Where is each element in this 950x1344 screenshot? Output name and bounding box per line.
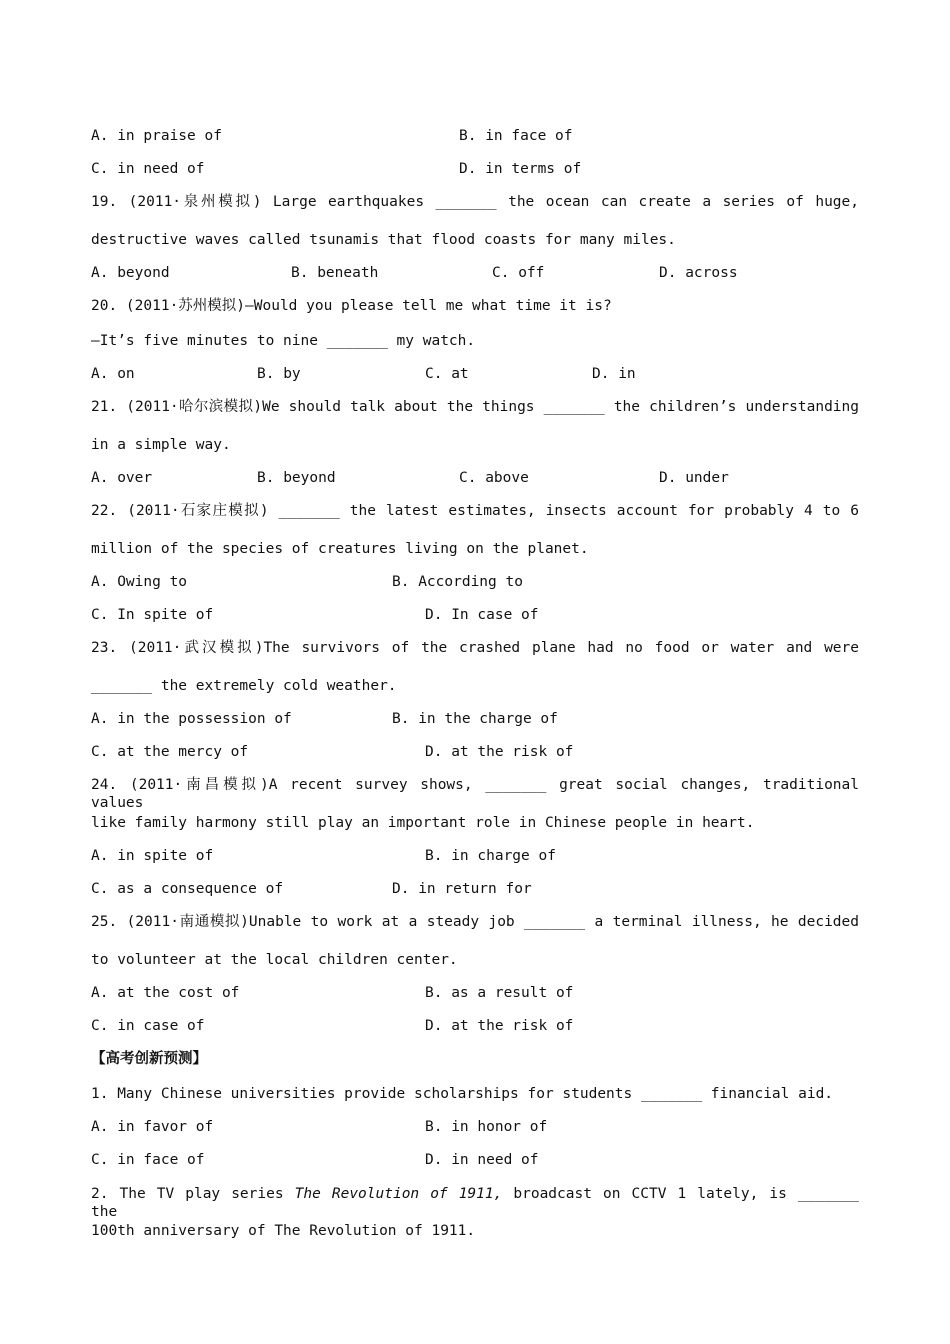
p1-stem: 1. Many Chinese universities provide scholarships for students _______ financial aid. xyxy=(91,1086,834,1102)
q19-option-b: B. beneath xyxy=(291,265,379,281)
q22-stem-line2: million of the species of creatures living on the planet. xyxy=(91,541,589,557)
q22-option-d: D. In case of xyxy=(425,607,539,623)
q21-option-a: A. over xyxy=(91,470,153,486)
q24-stem-line2: like family harmony still play an important role in Chinese people in heart. xyxy=(91,815,755,831)
q25-option-b: B. as a result of xyxy=(425,985,574,1001)
q25-option-a: A. at the cost of xyxy=(91,985,240,1001)
q25-stem-line1: 25. (2011·南通模拟)Unable to work at a steady job _______ a terminal illness, he decided xyxy=(91,914,859,930)
q22-option-b: B. According to xyxy=(392,574,523,590)
q20-stem-line2: —It’s five minutes to nine _______ my watch. xyxy=(91,333,476,349)
q25-option-d: D. at the risk of xyxy=(425,1018,574,1034)
q20-option-c: C. at xyxy=(425,366,469,382)
q18-option-d: D. in terms of xyxy=(459,161,582,177)
q19-stem-line2: destructive waves called tsunamis that flood coasts for many miles. xyxy=(91,232,676,248)
p1-option-b: B. in honor of xyxy=(425,1119,548,1135)
section-heading: 【高考创新预测】 xyxy=(91,1051,207,1067)
p1-option-c: C. in face of xyxy=(91,1152,205,1168)
p2-stem-line2: 100th anniversary of The Revolution of 1911. xyxy=(91,1223,476,1239)
q20-option-b: B. by xyxy=(257,366,301,382)
q23-option-a: A. in the possession of xyxy=(91,711,292,727)
q18-option-a: A. in praise of xyxy=(91,128,222,144)
q22-option-a: A. Owing to xyxy=(91,574,188,590)
q20-stem-line1: 20. (2011·苏州模拟)—Would you please tell me what time it is? xyxy=(91,298,612,314)
q19-option-d: D. across xyxy=(659,265,738,281)
p2-title: The Revolution of 1911, xyxy=(294,1186,503,1202)
q24-option-b: B. in charge of xyxy=(425,848,556,864)
q21-option-d: D. under xyxy=(659,470,729,486)
q19-stem-line1: 19. (2011·泉州模拟) Large earthquakes _______ the ocean can create a series of huge, xyxy=(91,194,859,210)
p1-option-a: A. in favor of xyxy=(91,1119,214,1135)
q23-option-c: C. at the mercy of xyxy=(91,744,249,760)
q20-option-d: D. in xyxy=(592,366,636,382)
q18-option-b: B. in face of xyxy=(459,128,573,144)
q25-stem-line2: to volunteer at the local children center. xyxy=(91,952,458,968)
q21-stem-line2: in a simple way. xyxy=(91,437,231,453)
q20-option-a: A. on xyxy=(91,366,135,382)
q23-stem-line1: 23. (2011·武汉模拟)The survivors of the crashed plane had no food or water and were xyxy=(91,640,859,656)
q19-option-a: A. beyond xyxy=(91,265,170,281)
q23-stem-line2: _______ the extremely cold weather. xyxy=(91,678,397,694)
q21-option-b: B. beyond xyxy=(257,470,336,486)
q24-option-c: C. as a consequence of xyxy=(91,881,284,897)
q25-option-c: C. in case of xyxy=(91,1018,205,1034)
q24-stem-line1: 24. (2011·南昌模拟)A recent survey shows, _______ great social changes, traditional values xyxy=(91,777,859,811)
p2-suffix: broadcast on CCTV 1 lately, is _______ the xyxy=(91,1186,859,1220)
q22-stem-line1: 22. (2011·石家庄模拟) _______ the latest estimates, insects account for probably 4 to 6 xyxy=(91,503,859,519)
q19-option-c: C. off xyxy=(492,265,545,281)
q23-option-b: B. in the charge of xyxy=(392,711,558,727)
q18-option-c: C. in need of xyxy=(91,161,205,177)
q21-stem-line1: 21. (2011·哈尔滨模拟)We should talk about the things _______ the children’s understanding xyxy=(91,399,859,415)
q23-option-d: D. at the risk of xyxy=(425,744,574,760)
p2-prefix: 2. The TV play series xyxy=(91,1186,284,1202)
q22-option-c: C. In spite of xyxy=(91,607,214,623)
q21-option-c: C. above xyxy=(459,470,529,486)
p1-option-d: D. in need of xyxy=(425,1152,539,1168)
q24-option-d: D. in return for xyxy=(392,881,532,897)
p2-stem-line1 xyxy=(91,1185,859,1221)
q24-option-a: A. in spite of xyxy=(91,848,214,864)
